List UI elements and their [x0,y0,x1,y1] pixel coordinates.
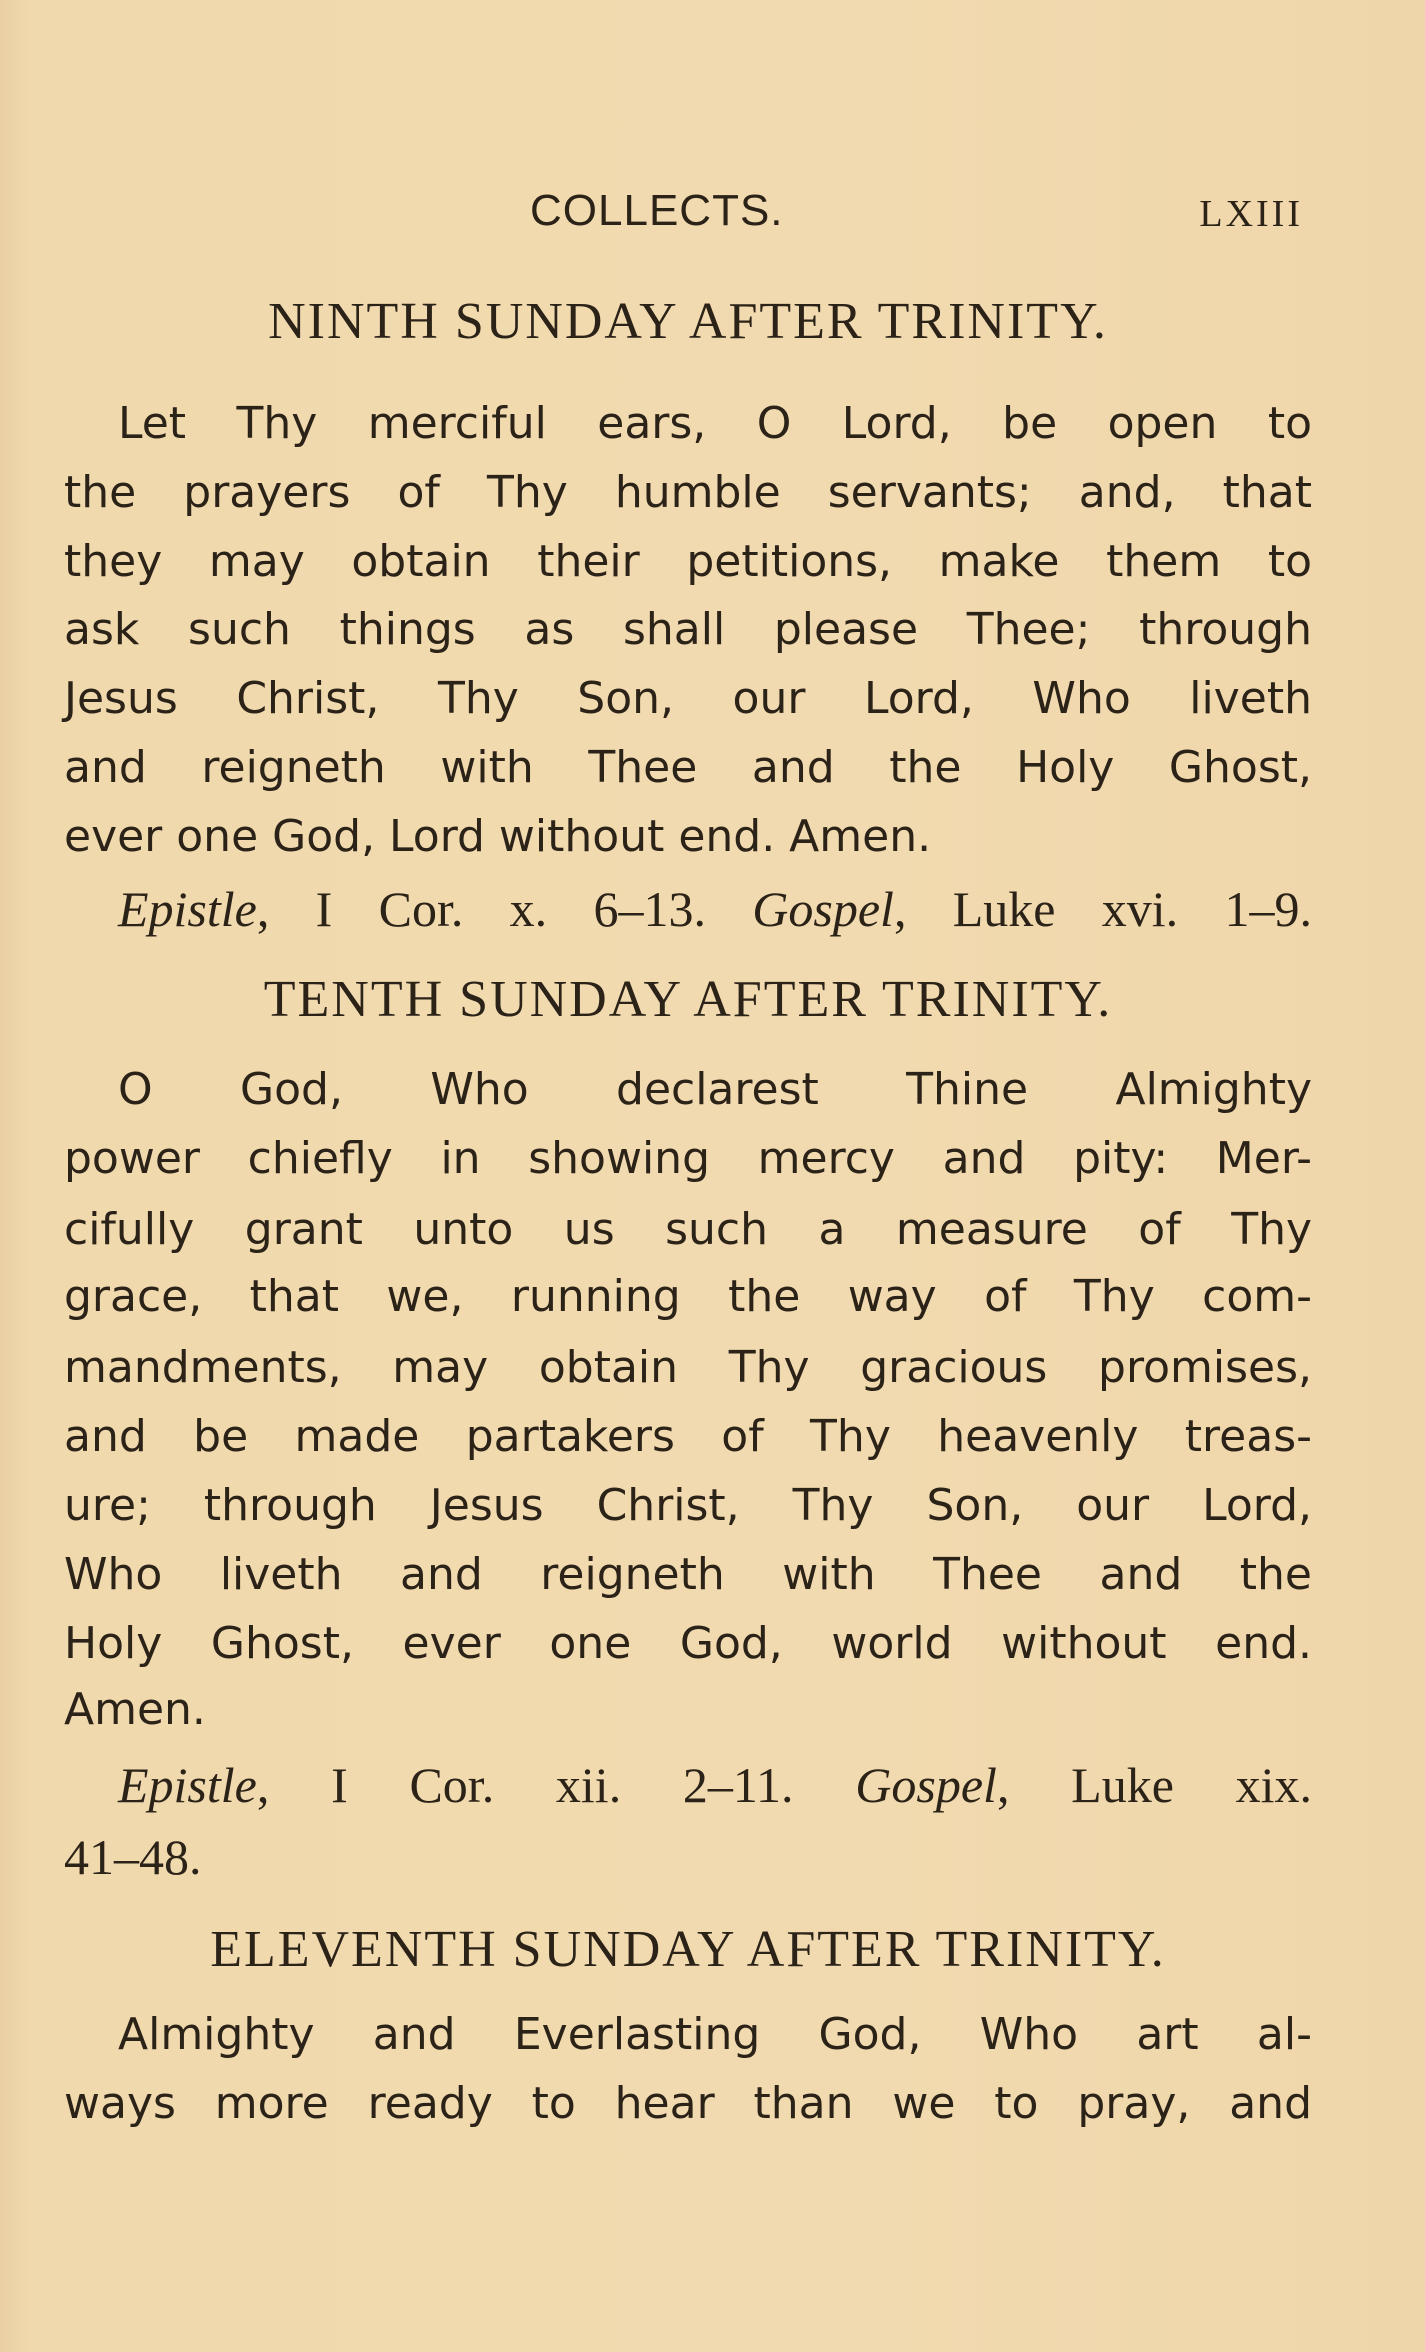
scripture-reference [64,1822,1312,1892]
reference-label: Gospel [752,881,894,937]
collect-text-line: power chiefly in showing mercy and pity: Mer- [64,1133,1312,1184]
reference-citation: , Luke xvi. 1–9. [893,881,1312,937]
section-heading: NINTH SUNDAY AFTER TRINITY. [268,293,1108,350]
collect-text-line: Jesus Christ, Thy Son, our Lord, Who liveth [64,673,1312,724]
reference-label: Epistle [118,1757,257,1813]
reference-citation: , Luke xix. [996,1757,1312,1813]
collect-text-line: Holy Ghost, ever one God, world without end. [64,1618,1312,1669]
collect-text-line: the prayers of Thy humble servants; and, that [64,467,1312,518]
collect-text-line: Let Thy merciful ears, O Lord, be open to [118,398,1312,449]
collect-text-line: ways more ready to hear than we to pray, and [64,2078,1312,2129]
reference-citation: , I Cor. xii. 2–11. [256,1757,856,1813]
section-heading: ELEVENTH SUNDAY AFTER TRINITY. [210,1921,1166,1978]
running-title: COLLECTS. [530,186,784,235]
scripture-reference [118,1750,1312,1820]
collect-text-line: Almighty and Everlasting God, Who art al- [118,2009,1312,2060]
collect-text-line: Who liveth and reigneth with Thee and the [64,1549,1312,1600]
collect-text-line: and reigneth with Thee and the Holy Ghost, [64,742,1312,793]
page-number: LXIII [1199,193,1303,235]
collect-text-line: ever one God, Lord without end. Amen. [64,811,932,862]
scripture-reference [118,874,1312,944]
reference-label: Gospel [855,1757,997,1813]
section-heading: TENTH SUNDAY AFTER TRINITY. [263,971,1113,1028]
collect-text-line: O God, Who declarest Thine Almighty [118,1064,1312,1115]
collect-text-line: cifully grant unto us such a measure of Thy [64,1204,1312,1255]
collect-text-line: and be made partakers of Thy heavenly treas- [64,1411,1312,1462]
collect-text-line: ask such things as shall please Thee; through [64,604,1312,655]
collect-text-line: ure; through Jesus Christ, Thy Son, our Lord, [64,1480,1312,1531]
collect-text-line: they may obtain their petitions, make them to [64,536,1312,587]
collect-text-line: mandments, may obtain Thy gracious promises, [64,1342,1312,1393]
reference-citation: 41–48. [64,1829,202,1885]
reference-citation: , I Cor. x. 6–13. [256,881,753,937]
collect-text-line: grace, that we, running the way of Thy com- [64,1271,1312,1322]
collect-text-line: Amen. [64,1684,206,1735]
reference-label: Epistle [118,881,257,937]
